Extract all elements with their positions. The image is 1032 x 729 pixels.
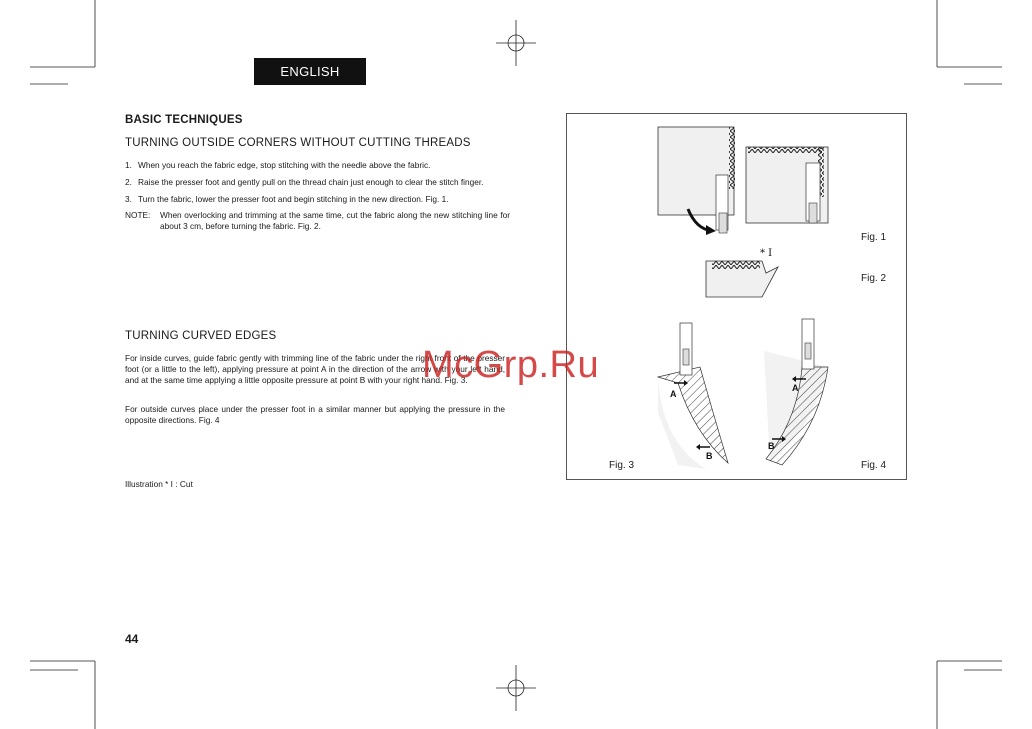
illustration-note: Illustration * I : Cut [125, 479, 193, 489]
fig3-label: Fig. 3 [609, 460, 635, 471]
fig3-point-b: B [706, 451, 713, 461]
fig2-cut-fabric [706, 261, 778, 297]
corners-heading: TURNING OUTSIDE CORNERS WITHOUT CUTTING THREADS [125, 137, 471, 149]
step-number: 1. [125, 160, 132, 170]
section-title: BASIC TECHNIQUES [125, 114, 243, 126]
fig1-left-fabric [658, 127, 735, 235]
step-number: 3. [125, 194, 132, 204]
fig4-point-a: A [792, 383, 799, 393]
fig3-point-a: A [670, 389, 677, 399]
step-text: Turn the fabric, lower the presser foot and begin stitching in the new direction. Fig. 1. [138, 194, 449, 204]
figure-illustrations [566, 113, 907, 480]
cut-mark: * I [760, 248, 773, 259]
fig3-inside-curve [658, 323, 728, 469]
note-label: NOTE: [125, 210, 151, 220]
step-number: 2. [125, 177, 132, 187]
language-tab: ENGLISH [254, 58, 366, 85]
fig4-label: Fig. 4 [861, 460, 887, 471]
curves-paragraph-2: For outside curves place under the presser foot in a similar manner but applying the pressure in the opposite directions. Fig. 4 [125, 404, 505, 426]
step-1 [125, 160, 510, 171]
note-text: When overlocking and trimming at the same time, cut the fabric along the new stitching line for about 3 cm, before turning the fabric. Fig. 2. [160, 210, 510, 231]
fig1-right-fabric [746, 147, 828, 223]
page-number: 44 [125, 632, 139, 646]
watermark: McGrp.Ru [422, 344, 600, 386]
fig4-point-b: B [768, 441, 775, 451]
step-3 [125, 194, 510, 205]
fig2-label: Fig. 2 [861, 273, 887, 284]
step-text: When you reach the fabric edge, stop stitching with the needle above the fabric. [138, 160, 431, 170]
fig1-label: Fig. 1 [861, 232, 887, 243]
step-2 [125, 177, 510, 188]
note [125, 210, 510, 232]
curves-heading: TURNING CURVED EDGES [125, 330, 277, 342]
curves-paragraph-1: For inside curves, guide fabric gently with trimming line of the fabric under the right front of the presser foot (or a little to the left), applying pressure at point A in the direction of the arrow with your left hand, and at the same time applying a little opposite pressure at point B with your right hand. Fig. 3. [125, 353, 505, 386]
step-text: Raise the presser foot and gently pull on the thread chain just enough to clear the stitch finger. [138, 177, 484, 187]
